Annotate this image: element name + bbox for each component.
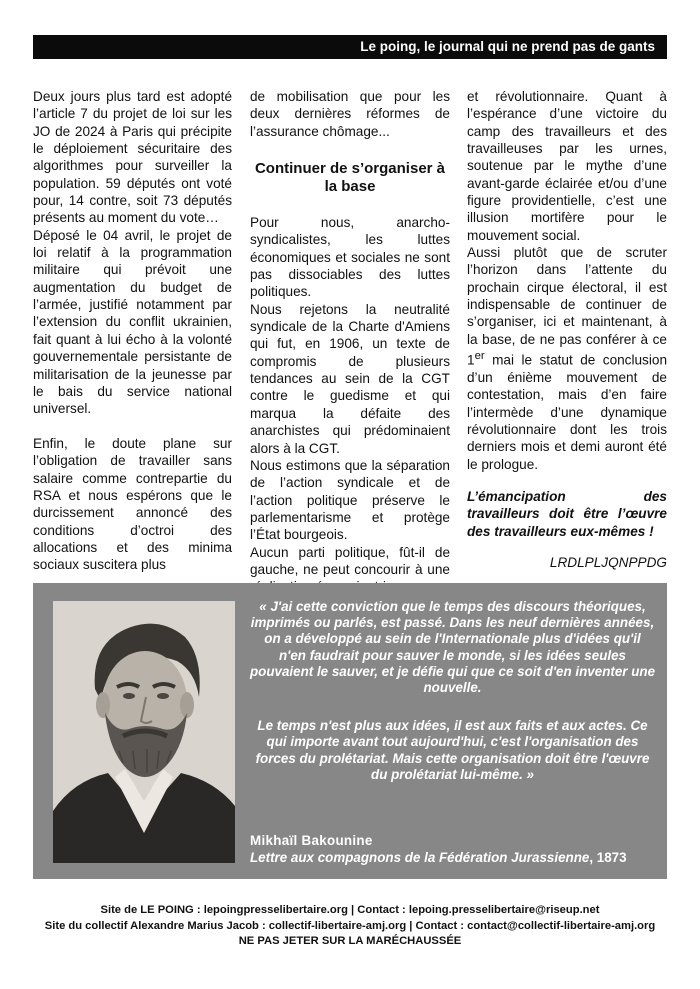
portrait-illustration — [53, 601, 235, 863]
quote-source — [250, 850, 627, 867]
page-header-banner — [33, 35, 667, 59]
section-heading: Continuer de s’organiser à la base — [254, 160, 446, 196]
quote-paragraph: Le temps n'est plus aux idées, il est aux faits et aux actes. Ce qui importe avant tout aujourd'hui, c'est l'organisation des forces du prolétariat. Mais cette organisation doit être l'œuvre du prolétariat lui-même. » — [255, 718, 650, 782]
article-conclusion: L’émancipation des travailleurs doit être l’œuvre des travailleurs eux-mêmes ! — [467, 489, 667, 539]
article-paragraph: Deux jours plus tard est adopté l’article 7 du projet de loi sur les JO de 2024 à Paris qui précipite le déploiement sécuritaire des algorithmes pour surveiller la population. 59 députés ont voté pour, 14 contre, soit 73 députés présents au moment du vote… — [33, 89, 232, 226]
page-footer — [0, 903, 700, 950]
article-signature: LRDLPLJQNPPDG — [549, 555, 667, 571]
article-paragraph — [467, 244, 667, 473]
quote-source-year: , 1873 — [589, 849, 627, 865]
article-paragraph: de mobilisation que pour les deux dernières réformes de l’assurance chômage... — [250, 89, 450, 139]
article-paragraph: Nous estimons que la séparation de l’action syndicale et de l’action politique préserve le parlementarisme et protège l’État bourgeois. — [250, 457, 450, 543]
quote-paragraph: « J'ai cette conviction que le temps des discours théoriques, imprimés ou parlés, est passé. Dans les neuf dernières années, on a développé au sein de l'Internationale plus d'idées qu'il n'en faudrait pour sauver le monde, si les idées seules pouvaient le sauver, et je défie qui que ce soit d'en inventer une nouvelle. — [250, 599, 656, 696]
article-paragraph: et révolutionnaire. Quant à l’espérance d’une victoire du camp des travailleurs et des travailleuses par les urnes, soutenue par le mythe d’une avant-garde éclairée et/ou d’une figure providentielle, c’est une illusion mortifère pour le mouvement social. — [467, 89, 667, 243]
paragraph-text-part: mai le statut de conclusion d’un énième mouvement de contestation, mais d’en faire l’intermède d’une dynamique révolutionnaire dont les trois derniers mois et demi auront été le prologue. — [467, 352, 667, 472]
paragraph-text-part: Aussi plutôt que de scruter l’horizon dans l’attente du prochain cirque électoral, il est indispensable de continuer de s’organiser, ici et maintenant, à la base, de ne pas conférer à ce 1 — [467, 245, 667, 368]
article-paragraph: Nous rejetons la neutralité syndicale de la Charte d'Amiens qui fut, en 1906, un texte de compromis de plusieurs tendances au sein de la CGT contre le guedisme et qui marqua la défaite des anarchistes qui prédominaient alors à la CGT. — [250, 301, 450, 456]
quote-source-title: Lettre aux compagnons de la Fédération Jurassienne — [250, 849, 590, 865]
footer-line-notice: NE PAS JETER SUR LA MARÉCHAUSSÉE — [238, 935, 462, 947]
paragraph-spacer — [33, 418, 232, 435]
article-column-1 — [33, 88, 232, 574]
portrait-photo — [53, 601, 235, 863]
quote-author: Mikhaïl Bakounine — [250, 833, 373, 848]
article-paragraph: Pour nous, anarcho-syndicalistes, les luttes économiques et sociales ne sont pas dissociables des luttes politiques. — [250, 215, 450, 300]
article-paragraph: Aucun parti politique, fût-il de gauche, ne peut concourir à une — [250, 544, 450, 577]
footer-line-lepoing: Site de LE POING : lepoingpresselibertaire.org | Contact : lepoing.presselibertaire@riseup.net — [100, 904, 600, 916]
quote-attribution — [250, 833, 627, 866]
footer-line-collectif: Site du collectif Alexandre Marius Jacob : collectif-libertaire-amj.org | Contact : contact@collectif-libertaire-amj.org — [44, 919, 656, 932]
article-paragraph: Déposé le 04 avril, le projet de loi relatif à la programmation militaire qui prévoit une augmentation du budget de l’armée, justifié notamment par l’extension du conflit ukrainien, fait quant à lui écho à la volonté gouvernementale persistante de militarisation de la jeunesse par le bais du service national universel. — [33, 227, 232, 417]
article-column-3 — [467, 88, 667, 571]
quote-box — [33, 583, 667, 879]
article-column-2 — [250, 88, 450, 596]
header-title: Le poing, le journal qui ne prend pas de gants — [360, 39, 655, 54]
ordinal-superscript: er — [474, 350, 485, 363]
article-paragraph: Enfin, le doute plane sur l’obligation de travailler sans salaire comme contrepartie du RSA et nous espérons que le durcissement annoncé des conditions d’octroi des allocations et des minima sociaux suscitera plus — [33, 435, 232, 573]
quote-text — [250, 599, 655, 783]
